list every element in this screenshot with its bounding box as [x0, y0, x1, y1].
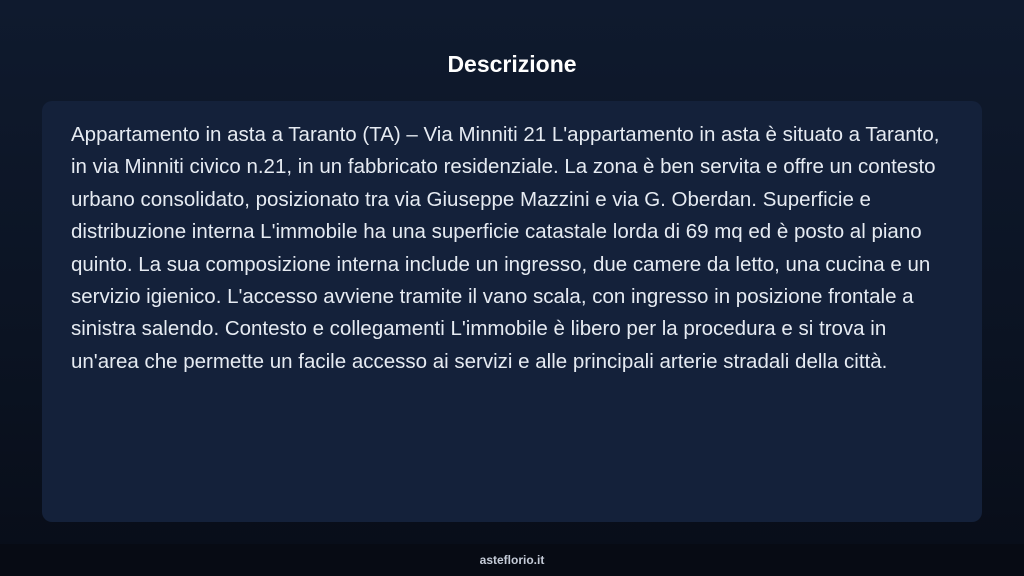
description-panel: [42, 101, 982, 522]
page-title: Descrizione: [447, 51, 577, 77]
description-text: Appartamento in asta a Taranto (TA) – Via Minniti 21 L'appartamento in asta è situato a Taranto, in via Minniti civico n.21, in un fabbricato residenziale. La zona è ben servita e offre un contesto urbano consolidato, posizionato tra via Giuseppe Mazzini e via G. Oberdan. Superficie e distribuzione interna L'immobile ha una superficie catastale lorda di 69 mq ed è posto al piano quinto. La sua composizione interna include un ingresso, due camere da letto, una cucina e un servizio igienico. L'accesso avviene tramite il vano scala, con ingresso in posizione frontale a sinistra salendo. Contesto e collegamenti L'immobile è libero per la procedura e si trova in un'area che permette un facile accesso ai servizi e alle principali arterie stradali della città.: [71, 123, 940, 373]
footer-brand: asteflorio.it: [479, 553, 545, 567]
footer-bar: [0, 544, 1024, 576]
